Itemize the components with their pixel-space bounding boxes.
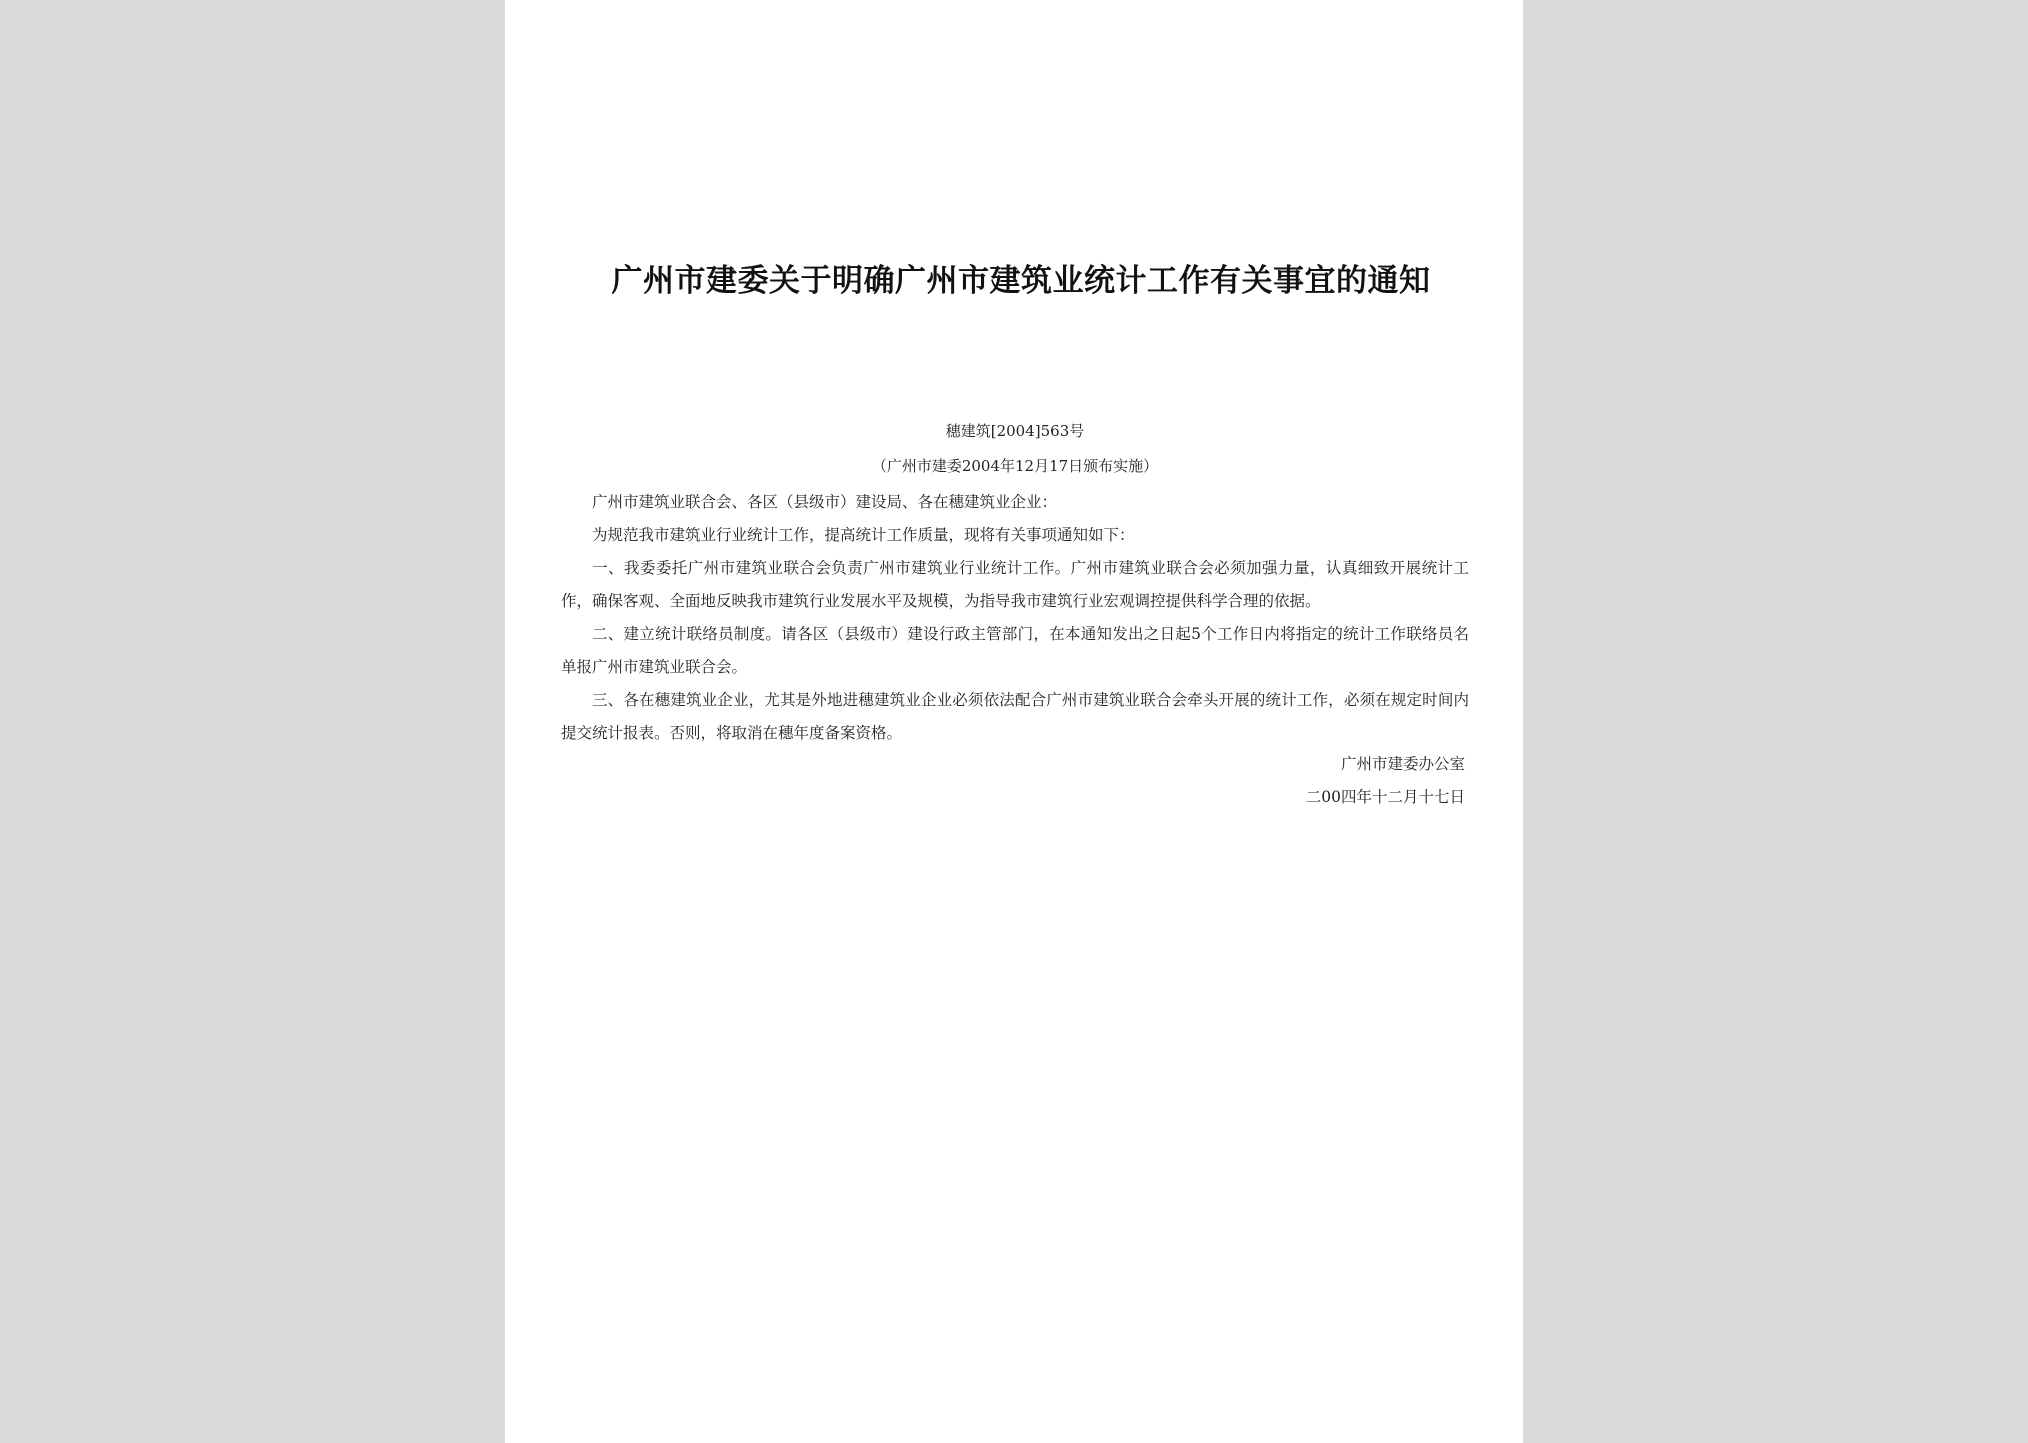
- addressee-paragraph: 广州市建筑业联合会、各区（县级市）建设局、各在穗建筑业企业：: [592, 493, 1058, 511]
- item-two-paragraph: 二、建立统计联络员制度。请各区（县级市）建设行政主管部门，在本通知发出之日起5个工作日内将指定的统计工作联络员名单报广州市建筑业联合会。: [561, 625, 1469, 676]
- document-title: 广州市建委关于明确广州市建筑业统计工作有关事宜的通知: [611, 263, 1431, 299]
- document-body: [561, 486, 1469, 750]
- signature-block: [1306, 748, 1465, 814]
- document-number: 穗建筑[2004]563号: [945, 422, 1085, 440]
- document-page: [505, 0, 1523, 1443]
- item-one-paragraph: 一、我委委托广州市建筑业联合会负责广州市建筑业行业统计工作。广州市建筑业联合会必须加强力量，认真细致开展统计工作，确保客观、全面地反映我市建筑行业发展水平及规模，为指导我市建筑行业宏观调控提供科学合理的依据。: [561, 559, 1469, 610]
- signature-org: 广州市建委办公室: [1340, 755, 1465, 773]
- issued-note: （广州市建委2004年12月17日颁布实施）: [871, 457, 1159, 475]
- item-three-paragraph: 三、各在穗建筑业企业，尤其是外地进穗建筑业企业必须依法配合广州市建筑业联合会牵头开展的统计工作，必须在规定时间内提交统计报表。否则，将取消在穗年度备案资格。: [561, 691, 1469, 742]
- signature-date: 二00四年十二月十七日: [1305, 788, 1465, 806]
- intro-paragraph: 为规范我市建筑业行业统计工作，提高统计工作质量，现将有关事项通知如下：: [592, 526, 1135, 544]
